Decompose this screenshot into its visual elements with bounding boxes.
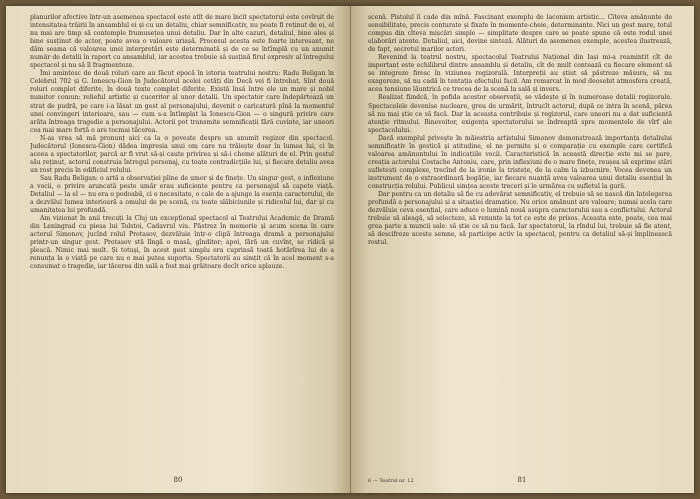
- footer-note: 6 — Teatrul nr. 12: [368, 478, 414, 484]
- paragraph: Dar pentru ca un detaliu să fie cu adevărat semnificativ, el trebuie să se nască din înțelegerea profundă a personajului și a situației dramatice. Nu orice amănunt are valoare; numai acela care dezvăluie ceva esențial, care aduce o lumină nouă asupra caracterului sau a conflictului. Actorul trebuie să aleagă, să selecteze, să renunțe la tot ce este de prisos. Aceasta este, poate, cea mai grea parte a muncii sale: să știe ce să nu facă. Iar spectatorul, la rîndul lui, trebuie să fie atent, să descifreze aceste semne, să participe activ la spectacol, pentru ca detaliul să-și împlinească rostul.: [368, 191, 672, 247]
- page-number-left: 80: [173, 476, 183, 484]
- paragraph: Sau Radu Beligan: o artă a observației pline de umor și de finețe. Un singur gest, o inflexiune a vocii, o privire aruncată peste umăr erau suficiente pentru ca personajul să capete viață. Detaliul — la el — nu era o podoabă, ci o necesitate, o cale de a ajunge la esența caracterului, de a dezvălui lumea interioară a omului de pe scenă, cu toate slăbiciunile și ridicolul lui, dar și cu umanitatea lui profundă.: [30, 174, 334, 215]
- paragraph: planurilor afective într-un asemenea spectacol este atît de mare încît spectatorul este covîrșit de intensitatea trăirii în ansamblul ei și cu un detaliu, chiar semnificativ, nu poate fi reținut de ei, el nu mai are timp să contemple frumusețea unui detaliu. Dar în alte cazuri, detaliul, bine ales și bine susținut de actor, poate avea o valoare uriașă. Procesul acesta este foarte interesant, ne dăm seama că valoarea unei interpretări este determinată și de ce se întîmplă cu un anumit număr de detalii în raport cu ansamblul, iar acestea trebuie să susțină firul expresiv al întregului spectacol și nu să îl fragmenteze.: [30, 14, 334, 70]
- book-spread: [6, 6, 694, 493]
- book-gutter: [350, 6, 351, 493]
- paragraph: Realizat fiindcă, în pofida acestor observații, se vădește și în numeroase detalii regizorale. Spectacolele devenise nucleare, greu de urmărit, întrucît actorul, după ce intra în scenă, părea să nu mai știe ce să facă. Dar la aceasta contribuie și regizorul, care uneori nu a dat suficientă atenție ritmului. Binevoitor, exigența spectatorului se îndreaptă spre momentele de vîrf ale spectacolului.: [368, 94, 672, 134]
- right-page: [350, 6, 694, 493]
- right-page-text: [368, 14, 672, 469]
- paragraph: N-as vrea să mă pronunț aici ca la o poveste despre un anumit regizor din spectacol. Judecătorul (Ionescu-Gion) dădea impresia unui om care nu trăiește doar în lumea lui, ci în aceea a spectatorilor, parcă ar fi vrut să-și caute privirea și să-i cheme alături de el. Prin gestul său reținut, actorul construia întregul personaj, cu toate contradicțiile lui, și fiecare detaliu avea un rost precis în edificiul rolului.: [30, 134, 334, 174]
- paragraph: scenă. Pistolul îi cade din mînă. Fascinant exemplu de laconism artistic... Cîteva amănunte de sensibilitate, precis conturate și fixate în momente-cheie, determinante. Nici un gest mare, totul compus din cîteva mișcări simple — simplitate despre care se poate spune că este rodul unei elaborări atente. Detaliul, aici, devine sinteză. Alături de asemenea exemple, acestea ilustrează, de fapt, secretul marilor actori.: [368, 14, 672, 54]
- left-page: [6, 6, 350, 493]
- page-number-right: 81: [517, 476, 527, 484]
- paragraph: Am vizionat în anii trecuți la Cluj un excepțional spectacol al Teatrului Academic de Dramă din Leningrad cu piesa lui Tolstoi, Cadavrul viu. Păstrez în memorie și acum scena în care actorul Simonov, jucînd rolul Protasov, dezvăluie într-o clipă întreaga dramă a personajului printr-un singur gest. Protasov stă lîngă o masă, gînditor; apoi, fără un cuvînt, se ridică și pleacă. Nimic mai mult. Și totuși, în acest gest simplu era cuprinsă toată hotărîrea lui de a renunța la o viață pe care nu o mai putea suporta. Spectatorii au simțit că în acel moment s-a consumat o tragedie, iar tăcerea din sală a fost mai grăitoare decît orice aplauze.: [30, 215, 334, 271]
- left-page-text: [30, 14, 334, 469]
- paragraph: Revenind la teatrul nostru, spectacolul Teatrului Național din Iași mi-a reamintit cît de important este echilibrul dintre ansamblu și detaliu, cît de mult contează ca fiecare element să se integreze firesc în viziunea regizorală. Interpreții au știut să păstreze măsura, să nu exagereze, să nu cadă în tentația efectului facil. Am remarcat în mod deosebit atmosfera creată, acea tensiune lăuntrică ce trecea de la scenă la sală și invers.: [368, 54, 672, 94]
- paragraph: Dacă exemplul privește în măiestria artistului Simonov demonstrează importanța detaliului semnificativ în gestică și atitudine, el ne permite și o comparație cu exemple care certifică valoarea amănuntului în indicațiile vocii. Caracteristică în această direcție este mi se pare, creația actorului Costache Antoniu, care, prin inflexiuni de o mare finețe, reușea să exprime stări sufletești complexe, trecînd de la ironie la tristețe, de la calm la izbucnire. Vocea devenea un instrument de o extraordinară bogăție, iar fiecare nuanță avea valoarea unui detaliu esențial în construcția rolului. Publicul simțea aceste treceri și le urmărea cu sufletul la gură.: [368, 134, 672, 190]
- paragraph: Îmi amintesc de două roluri care au făcut epocă în istoria teatrului nostru: Radu Beligan în Celebrul 702 și G. Ionescu-Gion în Judecătorul acelei cetăți din Decă vei fi întrebat. Sînt două roluri complet diferite, în două texte complet diferite. Există însă între ele un mare și nobil numitor comun: relieful artistic și cuceritor al unor detalii. Un spectator care îndepărtează un strat de pudră, pe care i-a lăsat un gest al personajului, devenit o caricatură pînă la momentul unei convingeri interioare, sau — cum s-a întîmplat la Ionescu-Gion — o singură privire care arăta întreaga tragedie a personajului. Actorii pot transmite semnificații fără cuvinte, iar uneori cea mai mare forță o are tocmai tăcerea.: [30, 70, 334, 134]
